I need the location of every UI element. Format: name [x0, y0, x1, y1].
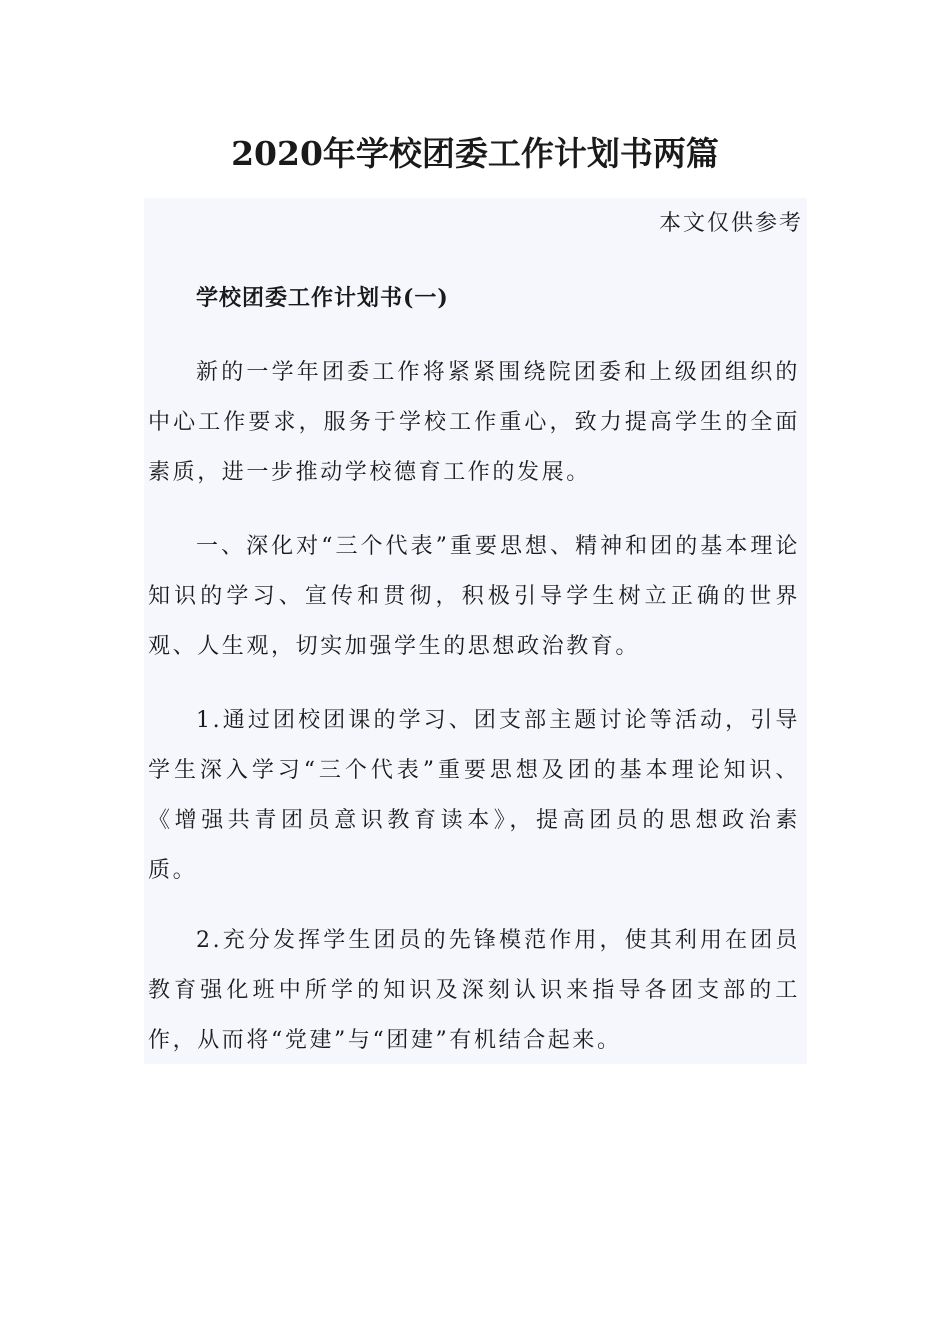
page-title: 2020年学校团委工作计划书两篇: [231, 134, 719, 173]
body-paragraph-item-one: 一、深化对“三个代表”重要思想、精神和团的基本理论知识的学习、宣传和贯彻，积极引导学生树立正确的世界观、人生观，切实加强学生的思想政治教育。: [148, 534, 800, 659]
section-heading: 学校团委工作计划书(一): [196, 285, 449, 311]
disclaimer-note: 本文仅供参考: [658, 211, 803, 236]
content-area: [144, 198, 807, 1064]
body-paragraph-intro: 新的一学年团委工作将紧紧围绕院团委和上级团组织的中心工作要求，服务于学校工作重心，致力提高学生的全面素质，进一步推动学校德育工作的发展。: [148, 360, 800, 485]
body-paragraph-point-2: 2.充分发挥学生团员的先锋模范作用，使其利用在团员教育强化班中所学的知识及深刻认识来指导各团支部的工作，从而将“党建”与“团建”有机结合起来。: [148, 928, 800, 1053]
body-paragraph-point-1: 1.通过团校团课的学习、团支部主题讨论等活动，引导学生深入学习“三个代表”重要思想及团的基本理论知识、《增强共青团员意识教育读本》，提高团员的思想政治素质。: [148, 708, 800, 883]
